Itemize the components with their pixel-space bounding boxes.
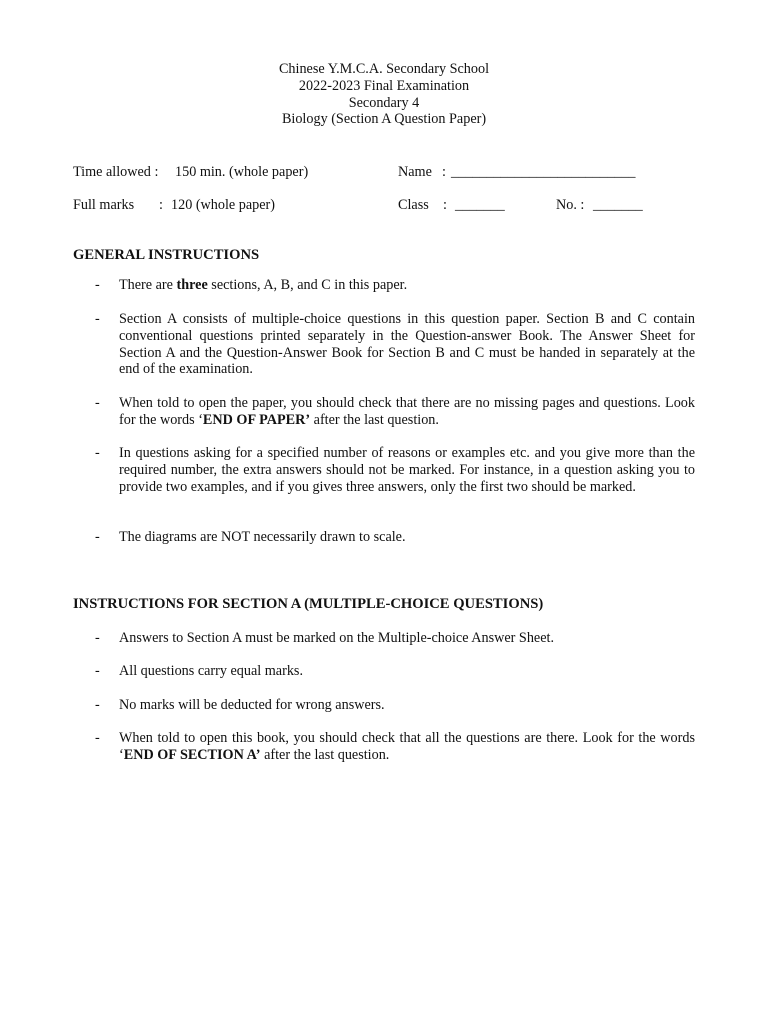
student-number-field[interactable]: _______	[593, 197, 643, 213]
name-field[interactable]: __________________________	[451, 164, 636, 180]
class-label: Class	[398, 197, 429, 213]
instruction-text: The diagrams are NOT necessarily drawn to scale.	[119, 529, 406, 545]
instruction-text: Section A consists of multiple-choice questions in this question paper. Section B and C contain conventional questions printed separately in the Question-answer Book. The Answer Sheet for Section A and the Question-Answer Book for Section B and C must be handed in separately at the end of the examination.	[119, 311, 695, 378]
instruction-text: When told to open this book, you should check that all the questions are there. Look for the words ‘END OF SECTION A’ after the last question.	[119, 730, 695, 763]
bullet-dash: -	[95, 277, 100, 293]
name-colon: :	[442, 164, 446, 180]
bullet-dash: -	[95, 630, 100, 646]
school-name: Chinese Y.M.C.A. Secondary School	[278, 61, 490, 77]
full-marks-value: 120 (whole paper)	[171, 197, 276, 213]
student-number-label: No. :	[556, 197, 585, 213]
time-name-row	[73, 163, 693, 181]
bullet-dash: -	[95, 730, 100, 746]
bullet-dash: -	[95, 395, 100, 411]
instruction-text: When told to open the paper, you should check that there are no missing pages and questions. Look for the words ‘END OF PAPER’ after the last question.	[119, 395, 695, 428]
marks-class-row	[73, 196, 693, 214]
paper-title: Biology (Section A Question Paper)	[281, 111, 487, 128]
time-allowed-label: Time allowed :	[73, 164, 159, 180]
bullet-dash: -	[95, 529, 100, 545]
bullet-dash: -	[95, 663, 100, 679]
full-marks-colon: :	[159, 197, 163, 213]
instruction-text: All questions carry equal marks.	[119, 663, 303, 679]
bullet-dash: -	[95, 311, 100, 327]
full-marks-label: Full marks	[73, 197, 135, 213]
class-level: Secondary 4	[348, 94, 420, 111]
instruction-text: In questions asking for a specified number of reasons or examples etc. and you give more than the required number, the extra answers should not be marked. For instance, in a question asking you to provide two examples, and if you gives three answers, only the first two should be marked.	[119, 445, 695, 495]
exam-title: 2022-2023 Final Examination	[298, 77, 470, 94]
instruction-text: Answers to Section A must be marked on the Multiple-choice Answer Sheet.	[119, 630, 555, 646]
bullet-dash: -	[95, 697, 100, 713]
class-colon: :	[443, 197, 447, 213]
general-instructions-heading: GENERAL INSTRUCTIONS	[73, 247, 260, 263]
section-a-instructions-heading: INSTRUCTIONS FOR SECTION A (MULTIPLE-CHOICE QUESTIONS)	[73, 596, 544, 612]
bullet-dash: -	[95, 445, 100, 461]
instruction-text: No marks will be deducted for wrong answers.	[119, 697, 385, 713]
time-allowed-value: 150 min. (whole paper)	[175, 164, 309, 180]
instruction-text: There are three sections, A, B, and C in this paper.	[119, 277, 408, 293]
class-field[interactable]: _______	[455, 197, 505, 213]
document-header	[0, 61, 768, 128]
name-label: Name	[398, 164, 432, 180]
